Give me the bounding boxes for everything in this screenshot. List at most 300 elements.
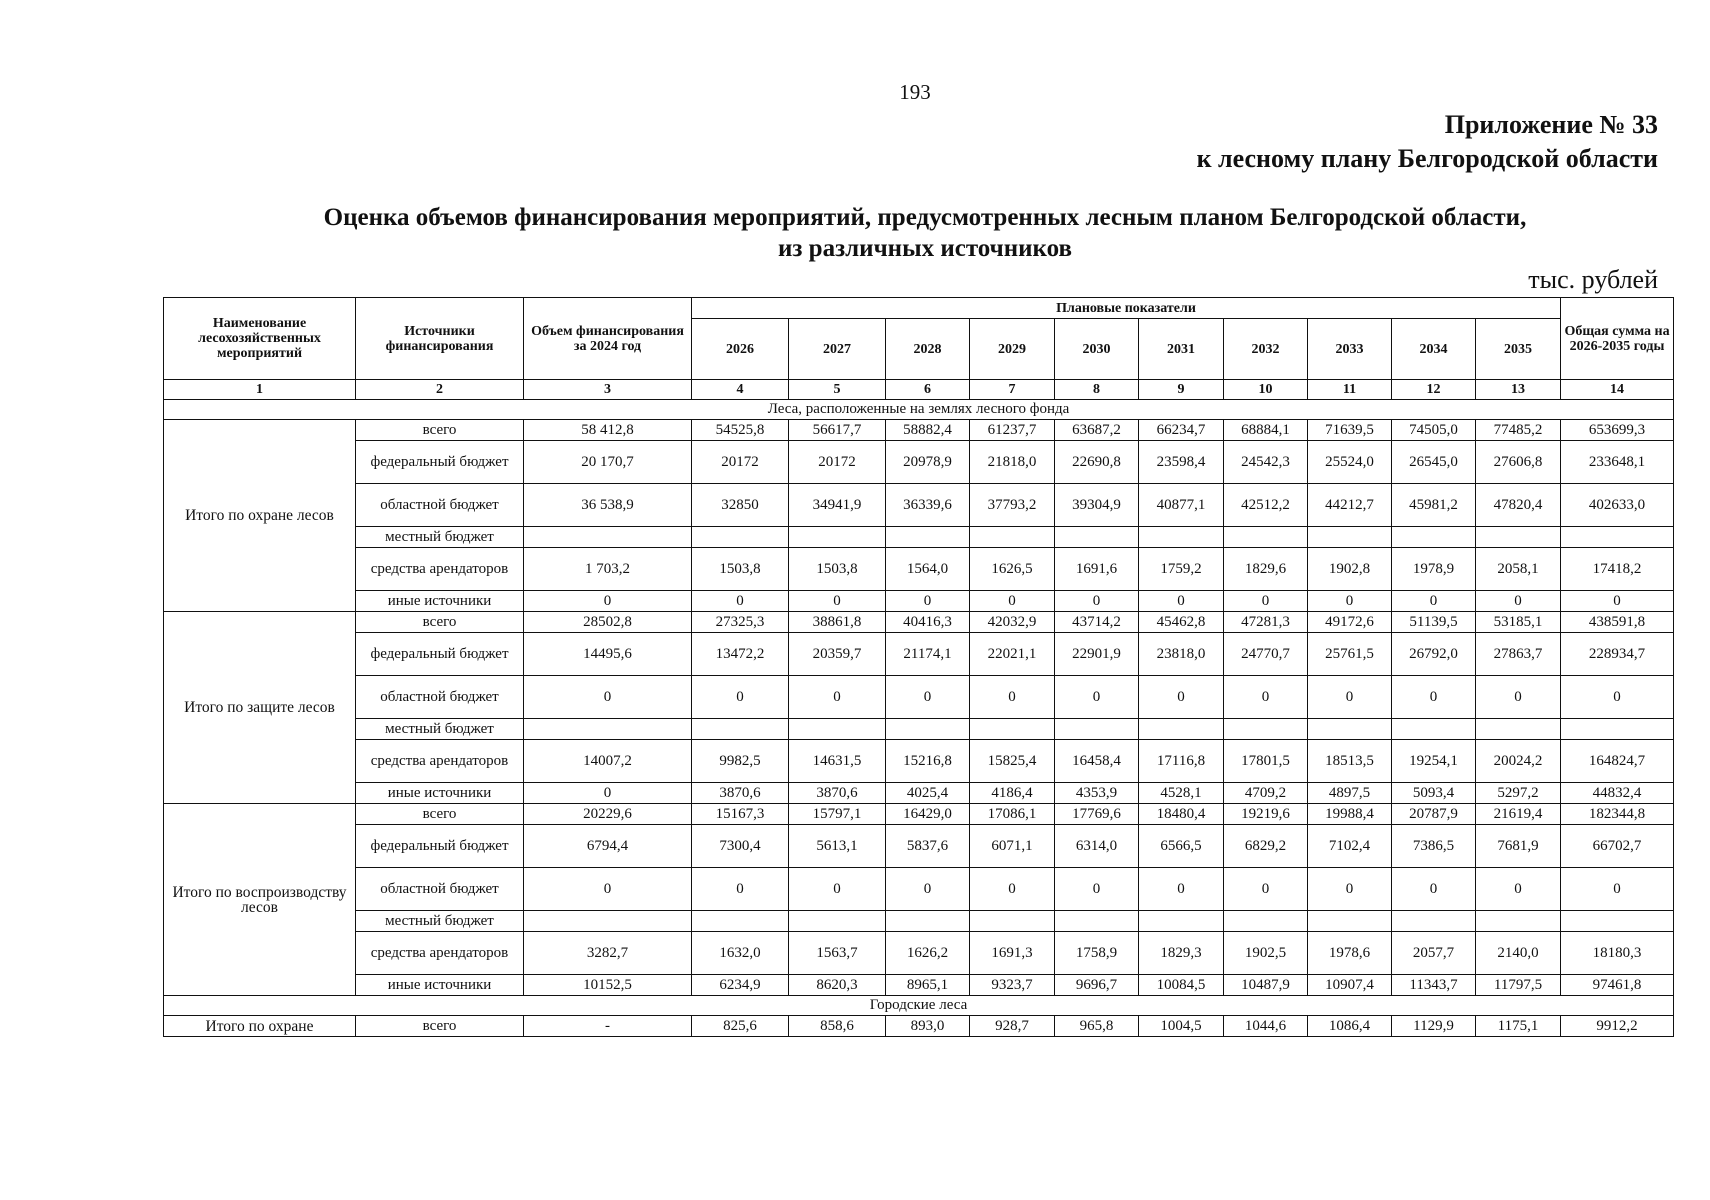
value-cell: 9982,5: [692, 740, 789, 783]
value-cell: 10152,5: [524, 975, 692, 996]
value-cell: 1902,5: [1224, 932, 1308, 975]
value-cell: [1308, 527, 1392, 548]
value-cell: 0: [524, 783, 692, 804]
value-cell: 26545,0: [1392, 441, 1476, 484]
value-cell: 0: [1139, 676, 1224, 719]
value-cell: 17116,8: [1139, 740, 1224, 783]
column-number: 3: [524, 380, 692, 400]
value-cell: 36339,6: [886, 484, 970, 527]
value-cell: 27606,8: [1476, 441, 1561, 484]
value-cell: 0: [1392, 676, 1476, 719]
value-cell: 25761,5: [1308, 633, 1392, 676]
header-year: 2032: [1224, 319, 1308, 380]
appendix-line-1: Приложение № 33: [1444, 110, 1658, 139]
source-cell: федеральный бюджет: [356, 633, 524, 676]
value-cell: 20024,2: [1476, 740, 1561, 783]
source-cell: всего: [356, 804, 524, 825]
value-cell: 0: [1476, 868, 1561, 911]
source-cell: федеральный бюджет: [356, 441, 524, 484]
value-cell: [1055, 911, 1139, 932]
value-cell: 6794,4: [524, 825, 692, 868]
value-cell: 54525,8: [692, 420, 789, 441]
value-cell: -: [524, 1016, 692, 1037]
value-cell: 16429,0: [886, 804, 970, 825]
source-cell: иные источники: [356, 591, 524, 612]
source-cell: иные источники: [356, 975, 524, 996]
value-cell: [524, 911, 692, 932]
table-row: [164, 591, 1674, 612]
document-title: [130, 202, 1710, 264]
value-cell: 23818,0: [1139, 633, 1224, 676]
value-cell: 23598,4: [1139, 441, 1224, 484]
source-cell: иные источники: [356, 783, 524, 804]
value-cell: 228934,7: [1561, 633, 1674, 676]
value-cell: 15167,3: [692, 804, 789, 825]
value-cell: 71639,5: [1308, 420, 1392, 441]
page-number: 193: [899, 80, 931, 104]
value-cell: [524, 527, 692, 548]
value-cell: 4709,2: [1224, 783, 1308, 804]
value-cell: 0: [789, 676, 886, 719]
source-cell: областной бюджет: [356, 676, 524, 719]
value-cell: 1759,2: [1139, 548, 1224, 591]
value-cell: 22901,9: [1055, 633, 1139, 676]
value-cell: [1392, 527, 1476, 548]
column-numbers-row: [164, 380, 1674, 400]
column-number: 5: [789, 380, 886, 400]
value-cell: 49172,6: [1308, 612, 1392, 633]
value-cell: 0: [692, 676, 789, 719]
column-number: 13: [1476, 380, 1561, 400]
value-cell: 6829,2: [1224, 825, 1308, 868]
group-name: Итого по защите лесов: [164, 612, 356, 804]
value-cell: 7300,4: [692, 825, 789, 868]
table-row: [164, 441, 1674, 484]
table-row: [164, 676, 1674, 719]
header-volume-2024: Объем финансирования за 2024 год: [524, 298, 692, 380]
column-number: 2: [356, 380, 524, 400]
value-cell: 42512,2: [1224, 484, 1308, 527]
value-cell: 0: [1139, 591, 1224, 612]
value-cell: 42032,9: [970, 612, 1055, 633]
value-cell: [1308, 719, 1392, 740]
value-cell: 1004,5: [1139, 1016, 1224, 1037]
value-cell: 1564,0: [886, 548, 970, 591]
value-cell: 0: [1308, 591, 1392, 612]
value-cell: 18480,4: [1139, 804, 1224, 825]
value-cell: 4353,9: [1055, 783, 1139, 804]
value-cell: 28502,8: [524, 612, 692, 633]
value-cell: 1175,1: [1476, 1016, 1561, 1037]
value-cell: 7681,9: [1476, 825, 1561, 868]
value-cell: 1829,6: [1224, 548, 1308, 591]
header-row: [164, 298, 1674, 319]
value-cell: 24542,3: [1224, 441, 1308, 484]
value-cell: 56617,7: [789, 420, 886, 441]
value-cell: 15825,4: [970, 740, 1055, 783]
header-year: 2026: [692, 319, 789, 380]
source-cell: средства арендаторов: [356, 740, 524, 783]
value-cell: 17418,2: [1561, 548, 1674, 591]
source-cell: всего: [356, 612, 524, 633]
column-number: 12: [1392, 380, 1476, 400]
value-cell: 20 170,7: [524, 441, 692, 484]
value-cell: 825,6: [692, 1016, 789, 1037]
value-cell: 1691,3: [970, 932, 1055, 975]
value-cell: 15797,1: [789, 804, 886, 825]
value-cell: 0: [524, 591, 692, 612]
value-cell: 3282,7: [524, 932, 692, 975]
value-cell: 1563,7: [789, 932, 886, 975]
source-cell: областной бюджет: [356, 484, 524, 527]
value-cell: 61237,7: [970, 420, 1055, 441]
value-cell: 9912,2: [1561, 1016, 1674, 1037]
value-cell: 24770,7: [1224, 633, 1308, 676]
value-cell: 0: [886, 676, 970, 719]
value-cell: 97461,8: [1561, 975, 1674, 996]
value-cell: 20172: [789, 441, 886, 484]
value-cell: 16458,4: [1055, 740, 1139, 783]
header-year: 2034: [1392, 319, 1476, 380]
value-cell: [886, 911, 970, 932]
value-cell: [970, 527, 1055, 548]
value-cell: 0: [1224, 591, 1308, 612]
value-cell: 1086,4: [1308, 1016, 1392, 1037]
value-cell: 0: [692, 868, 789, 911]
value-cell: 10907,4: [1308, 975, 1392, 996]
header-planned: Плановые показатели: [692, 298, 1561, 319]
title-line-2: из различных источников: [777, 235, 1073, 262]
value-cell: 18180,3: [1561, 932, 1674, 975]
value-cell: 2057,7: [1392, 932, 1476, 975]
header-source: Источники финансирования: [356, 298, 524, 380]
value-cell: 402633,0: [1561, 484, 1674, 527]
value-cell: 21174,1: [886, 633, 970, 676]
table-row: [164, 911, 1674, 932]
value-cell: [1561, 719, 1674, 740]
source-cell: местный бюджет: [356, 911, 524, 932]
header-year: 2033: [1308, 319, 1392, 380]
value-cell: 13472,2: [692, 633, 789, 676]
source-cell: местный бюджет: [356, 719, 524, 740]
value-cell: 15216,8: [886, 740, 970, 783]
value-cell: [886, 719, 970, 740]
value-cell: [1139, 527, 1224, 548]
value-cell: 0: [1055, 676, 1139, 719]
column-number: 9: [1139, 380, 1224, 400]
value-cell: [1392, 911, 1476, 932]
value-cell: 17769,6: [1055, 804, 1139, 825]
value-cell: 0: [1476, 591, 1561, 612]
value-cell: 27325,3: [692, 612, 789, 633]
value-cell: 20359,7: [789, 633, 886, 676]
value-cell: 26792,0: [1392, 633, 1476, 676]
value-cell: 233648,1: [1561, 441, 1674, 484]
value-cell: 20172: [692, 441, 789, 484]
value-cell: 19254,1: [1392, 740, 1476, 783]
source-cell: средства арендаторов: [356, 932, 524, 975]
table-row: [164, 633, 1674, 676]
value-cell: 53185,1: [1476, 612, 1561, 633]
value-cell: 0: [970, 676, 1055, 719]
value-cell: 438591,8: [1561, 612, 1674, 633]
section-title-row: [164, 400, 1674, 420]
value-cell: [970, 719, 1055, 740]
value-cell: 0: [970, 591, 1055, 612]
value-cell: 34941,9: [789, 484, 886, 527]
value-cell: 0: [1308, 676, 1392, 719]
table-row: [164, 527, 1674, 548]
value-cell: 0: [970, 868, 1055, 911]
value-cell: 0: [1139, 868, 1224, 911]
value-cell: [1561, 527, 1674, 548]
value-cell: 5297,2: [1476, 783, 1561, 804]
value-cell: 0: [789, 591, 886, 612]
source-cell: федеральный бюджет: [356, 825, 524, 868]
value-cell: 8965,1: [886, 975, 970, 996]
value-cell: 0: [524, 676, 692, 719]
value-cell: 11343,7: [1392, 975, 1476, 996]
value-cell: 63687,2: [1055, 420, 1139, 441]
value-cell: [1476, 527, 1561, 548]
value-cell: 18513,5: [1308, 740, 1392, 783]
section-title: Леса, расположенные на землях лесного фонда: [164, 400, 1674, 420]
value-cell: 77485,2: [1476, 420, 1561, 441]
value-cell: 1503,8: [789, 548, 886, 591]
value-cell: 0: [789, 868, 886, 911]
column-number: 4: [692, 380, 789, 400]
value-cell: 17801,5: [1224, 740, 1308, 783]
value-cell: 182344,8: [1561, 804, 1674, 825]
value-cell: 44212,7: [1308, 484, 1392, 527]
value-cell: 3870,6: [692, 783, 789, 804]
value-cell: 44832,4: [1561, 783, 1674, 804]
group-name: Итого по охране: [164, 1016, 356, 1037]
value-cell: [789, 911, 886, 932]
value-cell: 0: [1224, 676, 1308, 719]
header-year: 2031: [1139, 319, 1224, 380]
value-cell: 45981,2: [1392, 484, 1476, 527]
source-cell: областной бюджет: [356, 868, 524, 911]
table-row: [164, 1016, 1674, 1037]
value-cell: 4025,4: [886, 783, 970, 804]
value-cell: 74505,0: [1392, 420, 1476, 441]
value-cell: [1476, 719, 1561, 740]
value-cell: 4897,5: [1308, 783, 1392, 804]
value-cell: 8620,3: [789, 975, 886, 996]
value-cell: 1626,2: [886, 932, 970, 975]
value-cell: 1978,6: [1308, 932, 1392, 975]
value-cell: 0: [1561, 591, 1674, 612]
value-cell: 965,8: [1055, 1016, 1139, 1037]
column-number: 10: [1224, 380, 1308, 400]
value-cell: 4528,1: [1139, 783, 1224, 804]
value-cell: 1758,9: [1055, 932, 1139, 975]
value-cell: 9323,7: [970, 975, 1055, 996]
table-row: [164, 484, 1674, 527]
value-cell: 0: [886, 868, 970, 911]
table-row: [164, 868, 1674, 911]
value-cell: [692, 911, 789, 932]
source-cell: всего: [356, 420, 524, 441]
column-number: 6: [886, 380, 970, 400]
value-cell: 3870,6: [789, 783, 886, 804]
table-row: [164, 420, 1674, 441]
value-cell: 20787,9: [1392, 804, 1476, 825]
header-year: 2030: [1055, 319, 1139, 380]
value-cell: [1139, 911, 1224, 932]
value-cell: 0: [886, 591, 970, 612]
value-cell: 1044,6: [1224, 1016, 1308, 1037]
value-cell: 45462,8: [1139, 612, 1224, 633]
value-cell: 1902,8: [1308, 548, 1392, 591]
section-title: Городские леса: [164, 996, 1674, 1016]
header-total: Общая сумма на 2026-2035 годы: [1561, 298, 1674, 380]
value-cell: 51139,5: [1392, 612, 1476, 633]
value-cell: 893,0: [886, 1016, 970, 1037]
value-cell: 39304,9: [1055, 484, 1139, 527]
value-cell: 0: [1561, 676, 1674, 719]
value-cell: [789, 719, 886, 740]
value-cell: 10487,9: [1224, 975, 1308, 996]
value-cell: 20229,6: [524, 804, 692, 825]
value-cell: 19988,4: [1308, 804, 1392, 825]
value-cell: 21619,4: [1476, 804, 1561, 825]
value-cell: 36 538,9: [524, 484, 692, 527]
table-row: [164, 932, 1674, 975]
section-title-row: [164, 996, 1674, 1016]
value-cell: 58 412,8: [524, 420, 692, 441]
value-cell: [1055, 719, 1139, 740]
value-cell: [1392, 719, 1476, 740]
source-cell: местный бюджет: [356, 527, 524, 548]
source-cell: всего: [356, 1016, 524, 1037]
value-cell: [1476, 911, 1561, 932]
table-row: [164, 740, 1674, 783]
value-cell: [692, 719, 789, 740]
value-cell: 9696,7: [1055, 975, 1139, 996]
header-year: 2028: [886, 319, 970, 380]
value-cell: 1978,9: [1392, 548, 1476, 591]
value-cell: [970, 911, 1055, 932]
value-cell: 6566,5: [1139, 825, 1224, 868]
value-cell: 1503,8: [692, 548, 789, 591]
value-cell: 0: [1055, 591, 1139, 612]
value-cell: 5093,4: [1392, 783, 1476, 804]
value-cell: 25524,0: [1308, 441, 1392, 484]
value-cell: 14495,6: [524, 633, 692, 676]
value-cell: [1561, 911, 1674, 932]
value-cell: 0: [1224, 868, 1308, 911]
value-cell: 4186,4: [970, 783, 1055, 804]
value-cell: 43714,2: [1055, 612, 1139, 633]
value-cell: 2140,0: [1476, 932, 1561, 975]
header-activity: Наименование лесохозяйственных мероприятий: [164, 298, 356, 380]
value-cell: 47820,4: [1476, 484, 1561, 527]
value-cell: [886, 527, 970, 548]
value-cell: 17086,1: [970, 804, 1055, 825]
column-number: 7: [970, 380, 1055, 400]
value-cell: 27863,7: [1476, 633, 1561, 676]
value-cell: 19219,6: [1224, 804, 1308, 825]
value-cell: 1632,0: [692, 932, 789, 975]
value-cell: 7102,4: [1308, 825, 1392, 868]
value-cell: 0: [524, 868, 692, 911]
appendix-heading: [1197, 108, 1658, 176]
value-cell: 66702,7: [1561, 825, 1674, 868]
value-cell: 47281,3: [1224, 612, 1308, 633]
appendix-line-2: к лесному плану Белгородской области: [1196, 144, 1658, 173]
table-row: [164, 975, 1674, 996]
value-cell: 1626,5: [970, 548, 1055, 591]
value-cell: 6234,9: [692, 975, 789, 996]
value-cell: 5613,1: [789, 825, 886, 868]
value-cell: 928,7: [970, 1016, 1055, 1037]
value-cell: [1308, 911, 1392, 932]
value-cell: 0: [1392, 868, 1476, 911]
value-cell: [1139, 719, 1224, 740]
value-cell: 11797,5: [1476, 975, 1561, 996]
table-row: [164, 548, 1674, 591]
value-cell: [524, 719, 692, 740]
header-year: 2029: [970, 319, 1055, 380]
value-cell: [1055, 527, 1139, 548]
value-cell: 0: [692, 591, 789, 612]
value-cell: 1 703,2: [524, 548, 692, 591]
column-number: 11: [1308, 380, 1392, 400]
value-cell: 7386,5: [1392, 825, 1476, 868]
value-cell: 68884,1: [1224, 420, 1308, 441]
value-cell: 40416,3: [886, 612, 970, 633]
value-cell: 22690,8: [1055, 441, 1139, 484]
table-row: [164, 719, 1674, 740]
value-cell: 6314,0: [1055, 825, 1139, 868]
column-number: 8: [1055, 380, 1139, 400]
value-cell: 0: [1055, 868, 1139, 911]
value-cell: 0: [1392, 591, 1476, 612]
table-row: [164, 783, 1674, 804]
value-cell: 10084,5: [1139, 975, 1224, 996]
group-name: Итого по охране лесов: [164, 420, 356, 612]
value-cell: 40877,1: [1139, 484, 1224, 527]
header-year: 2027: [789, 319, 886, 380]
source-cell: средства арендаторов: [356, 548, 524, 591]
value-cell: 1829,3: [1139, 932, 1224, 975]
value-cell: 32850: [692, 484, 789, 527]
value-cell: [1224, 719, 1308, 740]
financing-table: [163, 297, 1674, 1037]
value-cell: 6071,1: [970, 825, 1055, 868]
value-cell: [692, 527, 789, 548]
table-row: [164, 612, 1674, 633]
value-cell: 164824,7: [1561, 740, 1674, 783]
value-cell: 20978,9: [886, 441, 970, 484]
column-number: 1: [164, 380, 356, 400]
value-cell: 22021,1: [970, 633, 1055, 676]
value-cell: 58882,4: [886, 420, 970, 441]
value-cell: 21818,0: [970, 441, 1055, 484]
value-cell: 858,6: [789, 1016, 886, 1037]
value-cell: 14007,2: [524, 740, 692, 783]
value-cell: 0: [1308, 868, 1392, 911]
value-cell: [1224, 527, 1308, 548]
value-cell: 14631,5: [789, 740, 886, 783]
value-cell: 0: [1561, 868, 1674, 911]
value-cell: [1224, 911, 1308, 932]
value-cell: 1129,9: [1392, 1016, 1476, 1037]
column-number: 14: [1561, 380, 1674, 400]
unit-label: тыс. рублей: [1528, 265, 1658, 294]
